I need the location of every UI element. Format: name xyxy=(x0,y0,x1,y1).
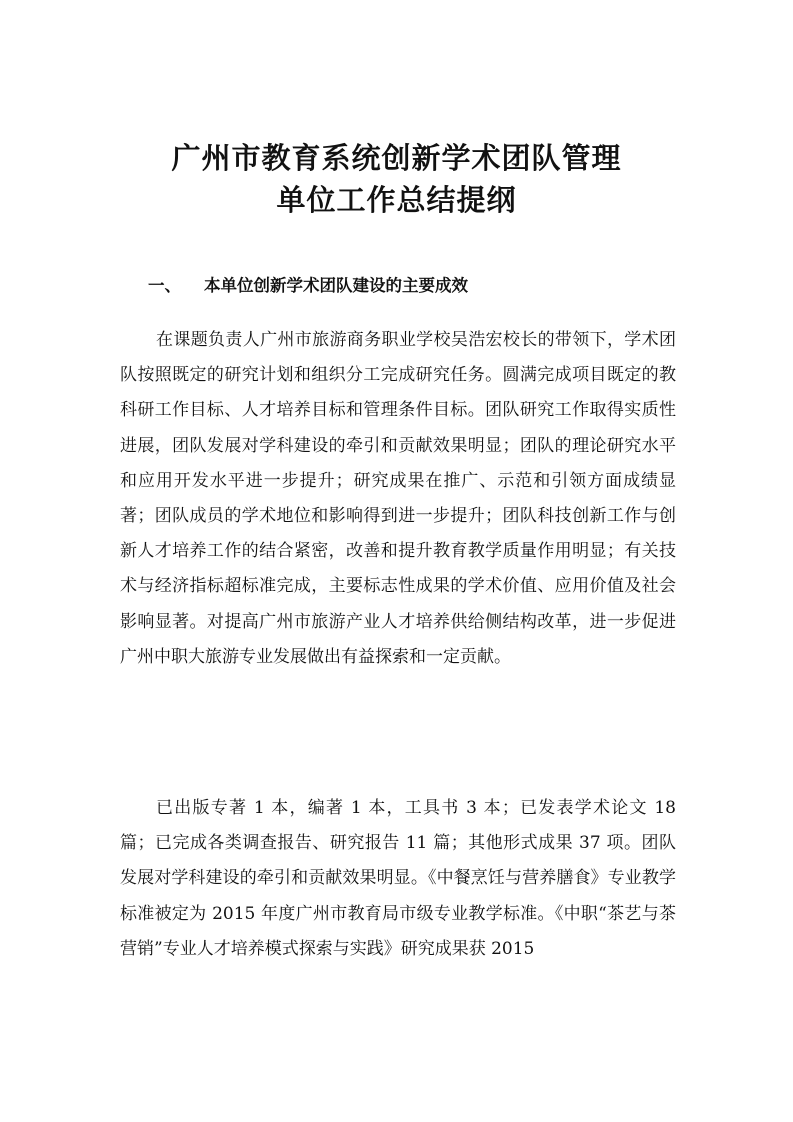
body-paragraph-2: 已出版专著 1 本，编著 1 本，工具书 3 本；已发表学术论文 18 篇；已完成各类调查报告、研究报告 11 篇；其他形式成果 37 项。团队发展对学科建设的牵引和贡献效果明显。《中餐烹饪与营养膳食》专业教学标准被定为 2015 年度广州市教育局市级专业教学标准。《中职“茶艺与茶营销”专业人才培养模式探索与实践》研究成果获 2015 xyxy=(120,798,676,959)
section-heading xyxy=(148,272,468,300)
document-title-line-1: 广州市教育系统创新学术团队管理 xyxy=(171,141,622,175)
body-paragraph-1: 在课题负责人广州市旅游商务职业学校吴浩宏校长的带领下，学术团队按照既定的研究计划和组织分工完成研究任务。圆满完成项目既定的教科研工作目标、人才培养目标和管理条件目标。团队研究工作取得实质性进展，团队发展对学科建设的牵引和贡献效果明显；团队的理论研究水平和应用开发水平进一步提升；研究成果在推广、示范和引领方面成绩显著；团队成员的学术地位和影响得到进一步提升；团队科技创新工作与创新人才培养工作的结合紧密，改善和提升教育教学质量作用明显；有关技术与经济指标超标准完成，主要标志性成果的学术价值、应用价值及社会影响显著。对提高广州市旅游产业人才培养供给侧结构改革，进一步促进广州中职大旅游专业发展做出有益探索和一定贡献。 xyxy=(120,330,676,667)
document-title-line-2: 单位工作总结提纲 xyxy=(276,183,517,217)
section-heading-text: 本单位创新学术团队建设的主要成效 xyxy=(204,276,468,295)
section-number: 一、 xyxy=(148,276,181,295)
